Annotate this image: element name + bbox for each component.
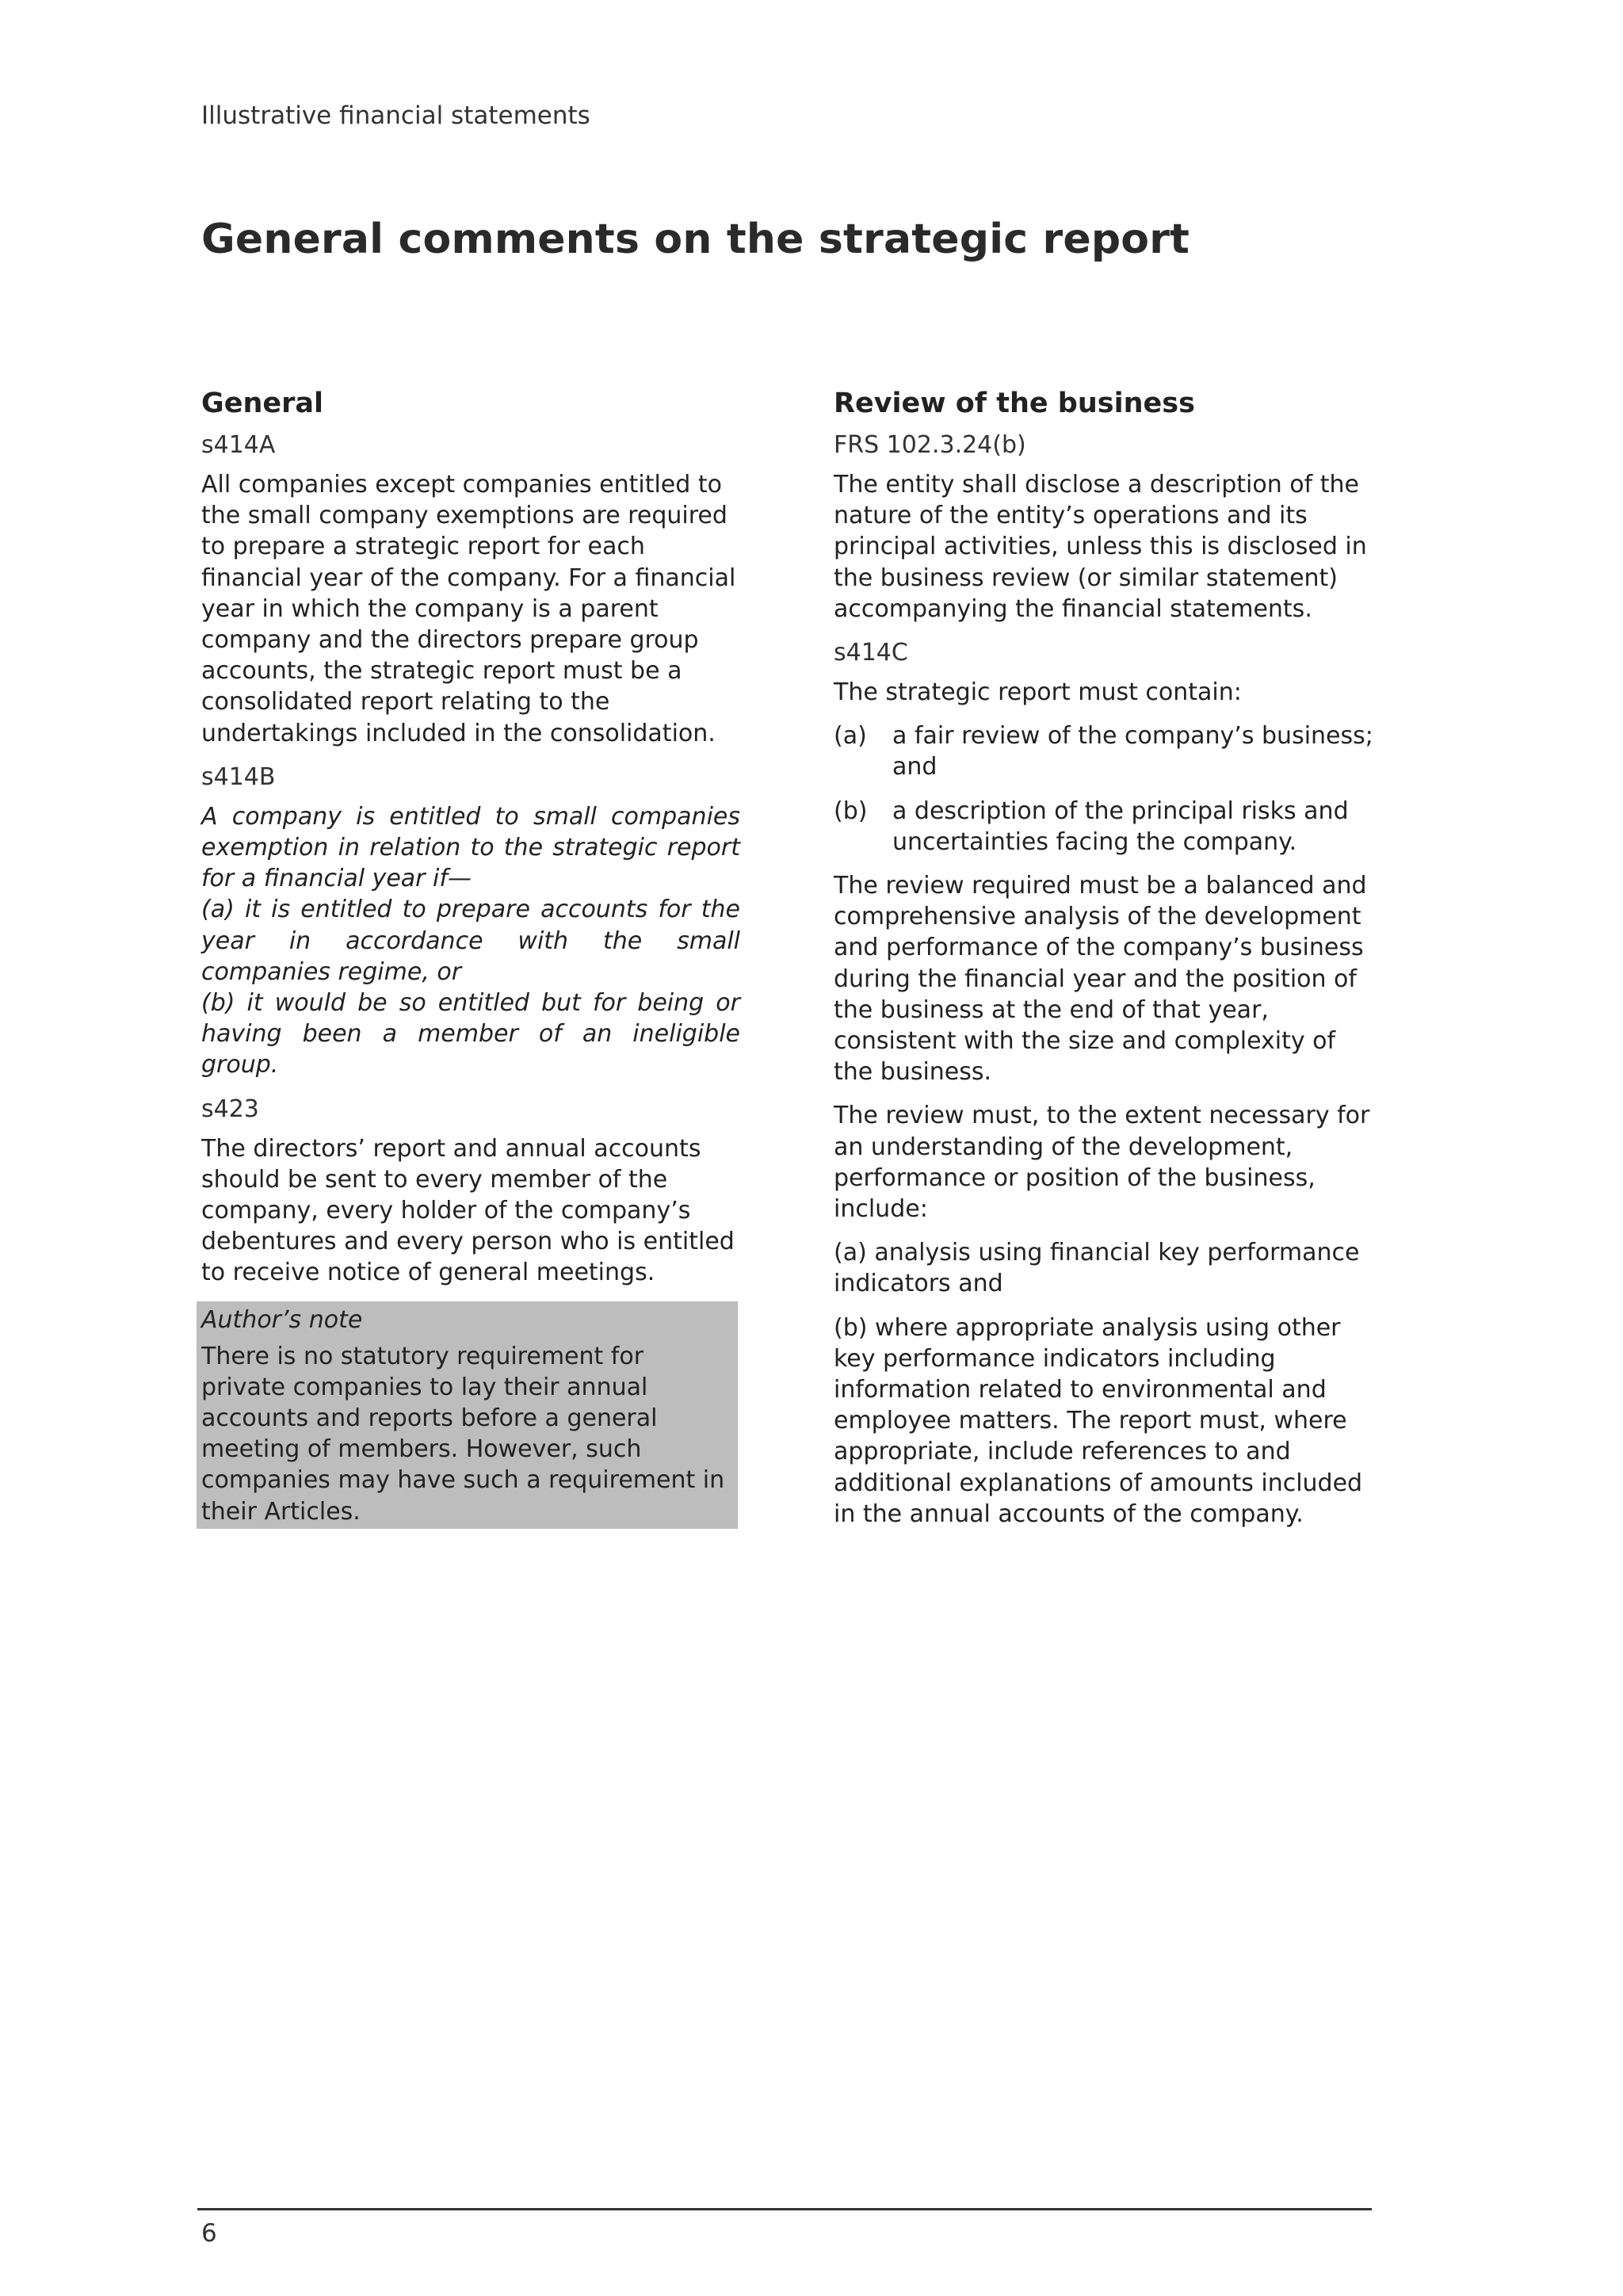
paragraph-review-must: The review must, to the extent necessary for an understanding of the development, performance or position of the business, include: <box>834 1102 1370 1224</box>
paragraph-review-required: The review required must be a balanced and comprehensive analysis of the development and performance of the company’s business during the financial year and the position of the business at the end of that year, consistent with the size and complexity of the business. <box>834 872 1367 1087</box>
paragraph-kpi-financial: (a) analysis using financial key performance indicators and <box>834 1239 1360 1298</box>
list-item-text: a description of the principal risks and uncertainties facing the company. <box>892 797 1349 856</box>
section-heading-review: Review of the business <box>834 388 1195 419</box>
authors-note-box <box>197 1301 738 1529</box>
list-item <box>834 796 1381 858</box>
page-number: 6 <box>201 2219 217 2248</box>
authors-note-heading: Author’s note <box>201 1305 363 1334</box>
page-title: General comments on the strategic report <box>201 216 1190 263</box>
list-item-text: a fair review of the company’s business; and <box>892 722 1373 781</box>
footer-divider <box>197 2208 1372 2210</box>
paragraph-s414b <box>201 801 740 1081</box>
s414b-intro: A company is entitled to small companies exemption in relation to the strategic report for a financial year if— <box>201 802 740 893</box>
paragraph-s423: The directors’ report and annual accounts should be sent to every member of the company, every holder of the company’s debentures and every person who is entitled to receive notice of general meetings. <box>201 1134 735 1287</box>
left-column <box>201 384 740 1529</box>
reference-s414a: s414A <box>201 431 276 459</box>
running-header: Illustrative financial statements <box>201 101 590 130</box>
authors-note-text: There is no statutory requirement for private companies to lay their annual accounts and reports before a general meeting of members. However, such companies may have such a requirement in their Articles. <box>201 1342 725 1526</box>
paragraph-s414a: All companies except companies entitled to the small company exemptions are required to prepare a strategic report for each financial year of the company. For a financial year in which the company is a parent company and the directors prepare group accounts, the strategic report must be a consolidated report relating to the undertakings included in the consolidation. <box>201 471 736 747</box>
reference-s423: s423 <box>201 1095 259 1123</box>
paragraph-frs: The entity shall disclose a description of the nature of the entity’s operations and its principal activities, unless this is disclosed in the business review (or similar statement) accompanying the financial statements. <box>834 471 1367 623</box>
list-item-label: (b) <box>834 797 868 825</box>
paragraph-kpi-other: (b) where appropriate analysis using other key performance indicators including information related to environmental and employee matters. The report must, where appropriate, include references to and additional explanations of amounts included in the annual accounts of the company. <box>834 1313 1363 1528</box>
reference-s414b: s414B <box>201 762 276 791</box>
section-heading-general: General <box>201 388 323 419</box>
reference-frs: FRS 102.3.24(b) <box>834 431 1026 459</box>
s414b-item-b: (b) it would be so entitled but for being or having been a member of an ineligible group. <box>201 989 740 1079</box>
right-column <box>834 384 1381 1542</box>
list-item <box>834 720 1381 782</box>
list-item-label: (a) <box>834 722 867 751</box>
reference-s414c: s414C <box>834 639 908 667</box>
paragraph-s414c-intro: The strategic report must contain: <box>834 678 1242 707</box>
s414b-item-a: (a) it is entitled to prepare accounts for the year in accordance with the small companies regime, or <box>201 896 740 986</box>
